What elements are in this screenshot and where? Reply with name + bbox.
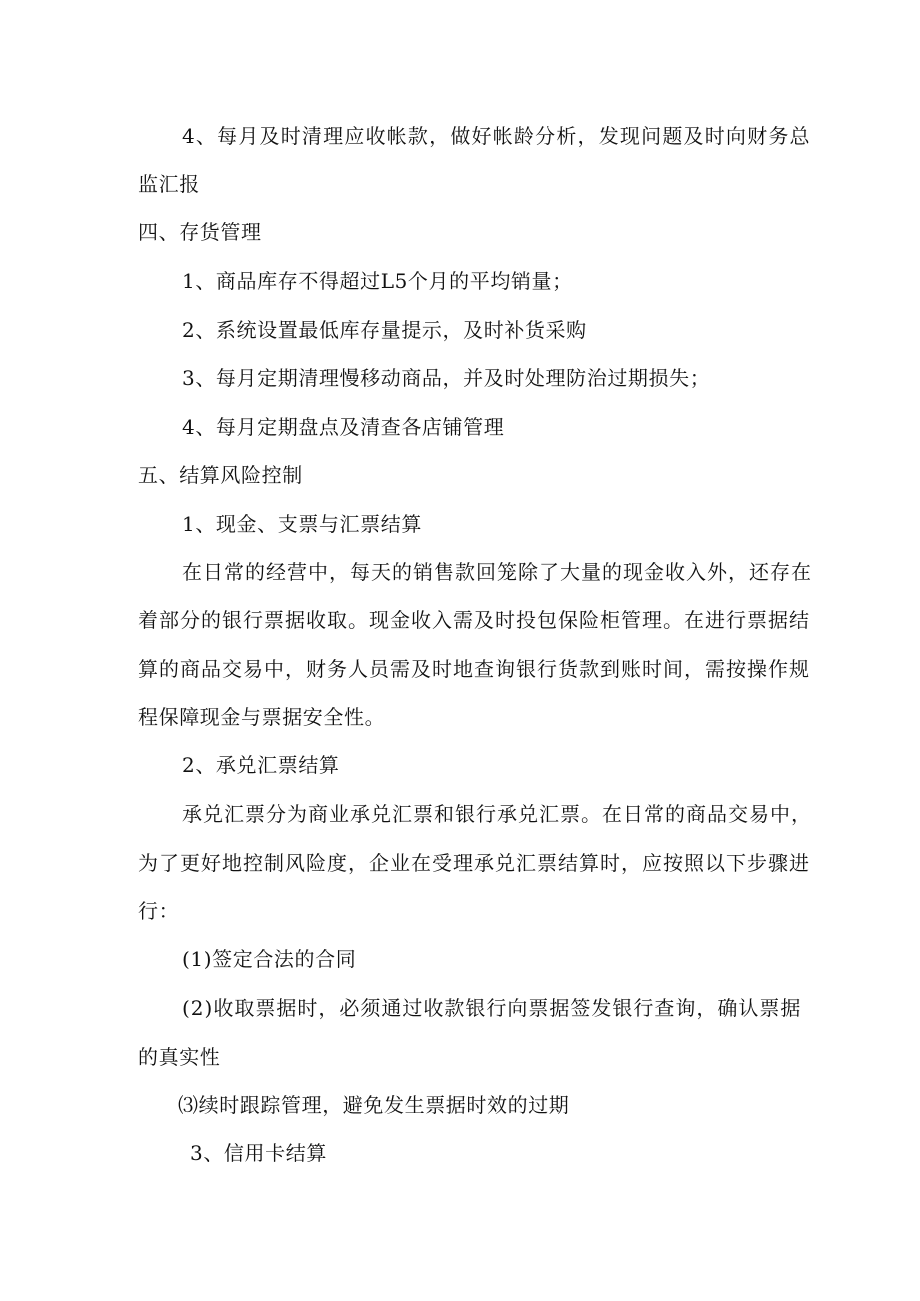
inventory-item-2: 2、系统设置最低库存量提示，及时补货采购 bbox=[182, 318, 587, 342]
acceptance-step-2-continued: 的真实性 bbox=[138, 1045, 221, 1069]
paragraph-receivables-item-4-continued: 监汇报 bbox=[138, 172, 200, 196]
acceptance-step-3: ⑶续时跟踪管理，避免发生票据时效的过期 bbox=[178, 1093, 570, 1117]
subheading-acceptance-bill: 2、承兑汇票结算 bbox=[182, 753, 340, 777]
section-heading-inventory: 四、存货管理 bbox=[138, 220, 262, 244]
acceptance-step-2: (2)收取票据时，必须通过收款银行向票据签发银行查询，确认票据 bbox=[182, 996, 802, 1020]
acceptance-paragraph-line-2: 为了更好地控制风险度，企业在受理承兑汇票结算时，应按照以下步骤进 bbox=[138, 851, 810, 875]
acceptance-paragraph-line-1: 承兑汇票分为商业承兑汇票和银行承兑汇票。在日常的商品交易中， bbox=[182, 802, 812, 826]
cash-paragraph-line-1: 在日常的经营中，每天的销售款回笼除了大量的现金收入外，还存在 bbox=[182, 560, 812, 584]
inventory-item-3: 3、每月定期清理慢移动商品，并及时处理防治过期损失； bbox=[182, 366, 711, 390]
acceptance-paragraph-line-3: 行： bbox=[138, 899, 180, 923]
acceptance-step-1: (1)签定合法的合同 bbox=[182, 947, 357, 971]
inventory-item-1: 1、商品库存不得超过L5个月的平均销量； bbox=[182, 269, 573, 293]
cash-paragraph-line-4: 程保障现金与票据安全性。 bbox=[138, 705, 386, 729]
section-heading-settlement-risk: 五、结算风险控制 bbox=[138, 463, 303, 487]
cash-paragraph-line-2: 着部分的银行票据收取。现金收入需及时投包保险柜管理。在进行票据结 bbox=[138, 608, 810, 632]
subheading-credit-card: 3、信用卡结算 bbox=[190, 1141, 327, 1165]
inventory-item-4: 4、每月定期盘点及清查各店铺管理 bbox=[182, 415, 505, 439]
paragraph-receivables-item-4: 4、每月及时清理应收帐款，做好帐龄分析，发现问题及时向财务总 bbox=[182, 124, 811, 148]
subheading-cash-check-draft: 1、现金、支票与汇票结算 bbox=[182, 512, 422, 536]
cash-paragraph-line-3: 算的商品交易中，财务人员需及时地查询银行货款到账时间，需按操作规 bbox=[138, 657, 810, 681]
